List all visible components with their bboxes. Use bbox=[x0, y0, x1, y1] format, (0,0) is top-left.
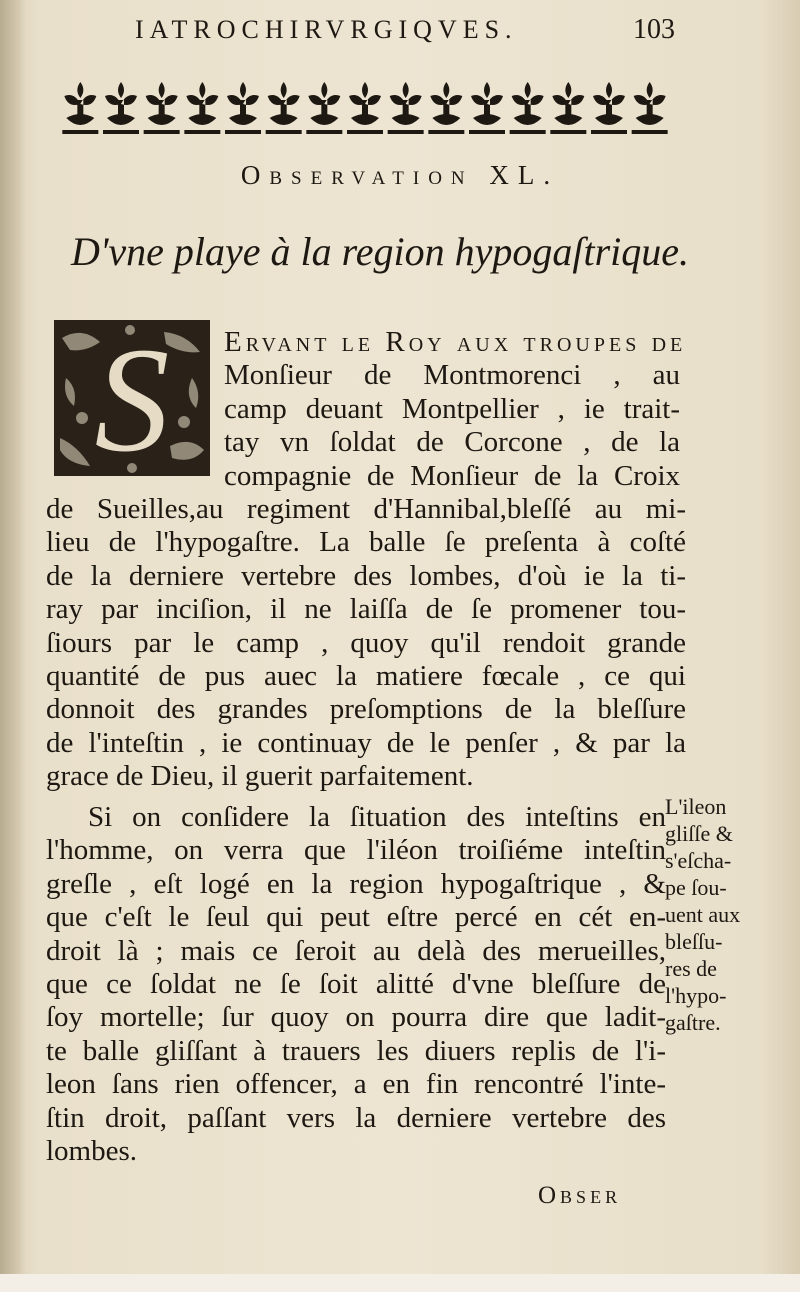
text-line: de l'inteſtin , ie continuay de le penſer , & par la bbox=[46, 726, 686, 759]
margin-note bbox=[665, 793, 790, 1036]
observation-title: Observation XL. bbox=[240, 160, 560, 190]
fleuron-icon bbox=[469, 82, 505, 134]
running-head: IATROCHIRVRGIQVES. bbox=[135, 15, 518, 44]
text-line: ſtin droit, paſſant vers la derniere vertebre des bbox=[46, 1101, 666, 1134]
text-line: compagnie de Monſieur de la Croix bbox=[224, 459, 680, 492]
book-gutter bbox=[0, 0, 26, 1292]
text-line: de la derniere vertebre des lombes, d'où ie la ti- bbox=[46, 559, 686, 592]
margin-note-line: res de bbox=[665, 956, 717, 981]
svg-text:S: S bbox=[94, 318, 170, 478]
fleuron-icon bbox=[632, 82, 668, 134]
text-line: Monſieur de Montmorenci , au bbox=[224, 359, 680, 392]
text-line: leon ſans rien offencer, a en fin rencontré l'inte- bbox=[46, 1068, 666, 1101]
text-line: droit là ; mais ce ſeroit au delà des merueilles, bbox=[46, 934, 666, 967]
paragraph-1-body bbox=[46, 493, 686, 794]
fleuron-icon bbox=[103, 82, 139, 134]
text-line: que ce ſoldat ne ſe ſoit alitté d'vne bleſſure de bbox=[46, 967, 666, 1000]
text-line: ſoy mortelle; ſur quoy on pourra dire que ladit- bbox=[46, 1001, 666, 1034]
text-line: que c'eſt le ſeul qui peut eſtre percé en cét en- bbox=[46, 901, 666, 934]
paragraph-1-opening bbox=[224, 326, 687, 493]
text-line bbox=[224, 326, 687, 359]
fleuron-icon bbox=[184, 82, 220, 134]
decorated-initial-s bbox=[52, 318, 212, 478]
text-line: lombes. bbox=[46, 1134, 138, 1167]
text-line: ſiours par le camp , quoy qu'il rendoit grande bbox=[46, 626, 686, 659]
catchword: Obser bbox=[538, 1182, 622, 1209]
fleuron-icon bbox=[510, 82, 546, 134]
text-line: lieu de l'hypogaſtre. La balle ſe preſenta à coſté bbox=[46, 526, 686, 559]
text-line: quantité de pus auec la matiere fœcale , ce qui bbox=[46, 659, 686, 692]
observation-subtitle: D'vne playe à la region hypogaſtrique. bbox=[70, 229, 690, 274]
margin-note-line: l'hypo- bbox=[665, 983, 727, 1008]
page-bottom-edge bbox=[0, 1274, 800, 1292]
text-line: grace de Dieu, il guerit parfaitement. bbox=[46, 760, 474, 793]
fleuron-icon bbox=[591, 82, 627, 134]
fleuron-icon bbox=[428, 82, 464, 134]
margin-note-line: L'ileon bbox=[665, 794, 727, 819]
text-line: tay vn ſoldat de Corcone , de la bbox=[224, 426, 680, 459]
text-line: donnoit des grandes preſomptions de la bleſſure bbox=[46, 693, 686, 726]
margin-note-line: bleſſu- bbox=[665, 929, 723, 954]
fleuron-icon bbox=[225, 82, 261, 134]
fleuron-icon bbox=[62, 82, 98, 134]
text-line: Si on conſidere la ſituation des inteſtins en bbox=[88, 801, 666, 833]
margin-note-line: s'eſcha- bbox=[665, 848, 732, 873]
fleuron-icon bbox=[144, 82, 180, 134]
text-line: camp deuant Montpellier , ie trait- bbox=[224, 392, 680, 425]
fleuron-icon bbox=[347, 82, 383, 134]
fleuron-ornament-band bbox=[60, 78, 670, 136]
margin-note-line: gliſſe & bbox=[665, 821, 733, 846]
page-number: 103 bbox=[633, 14, 675, 45]
margin-note-line: uent aux bbox=[665, 902, 741, 927]
fleuron-icon bbox=[550, 82, 586, 134]
text-line: te balle gliſſant à trauers les diuers replis de l'i- bbox=[46, 1034, 666, 1067]
fleuron-icon bbox=[306, 82, 342, 134]
margin-note-line: pe ſou- bbox=[665, 875, 727, 900]
fleuron-icon bbox=[266, 82, 302, 134]
paragraph-2 bbox=[46, 801, 666, 1168]
margin-note-line: gaſtre. bbox=[665, 1010, 721, 1035]
text-line: greſle , eſt logé en la region hypogaſtrique , & bbox=[46, 867, 666, 900]
text-line: ray par inciſion, il ne laiſſa de ſe promener tou- bbox=[46, 593, 686, 626]
text-line: de Sueilles,au regiment d'Hannibal,bleſſé au mi- bbox=[46, 493, 686, 525]
text-line: l'homme, on verra que l'iléon troiſiéme inteſtin bbox=[46, 834, 666, 867]
text-line-content: Ervant le Roy aux troupes de bbox=[224, 326, 687, 358]
page-header bbox=[135, 14, 675, 46]
fleuron-icon bbox=[388, 82, 424, 134]
